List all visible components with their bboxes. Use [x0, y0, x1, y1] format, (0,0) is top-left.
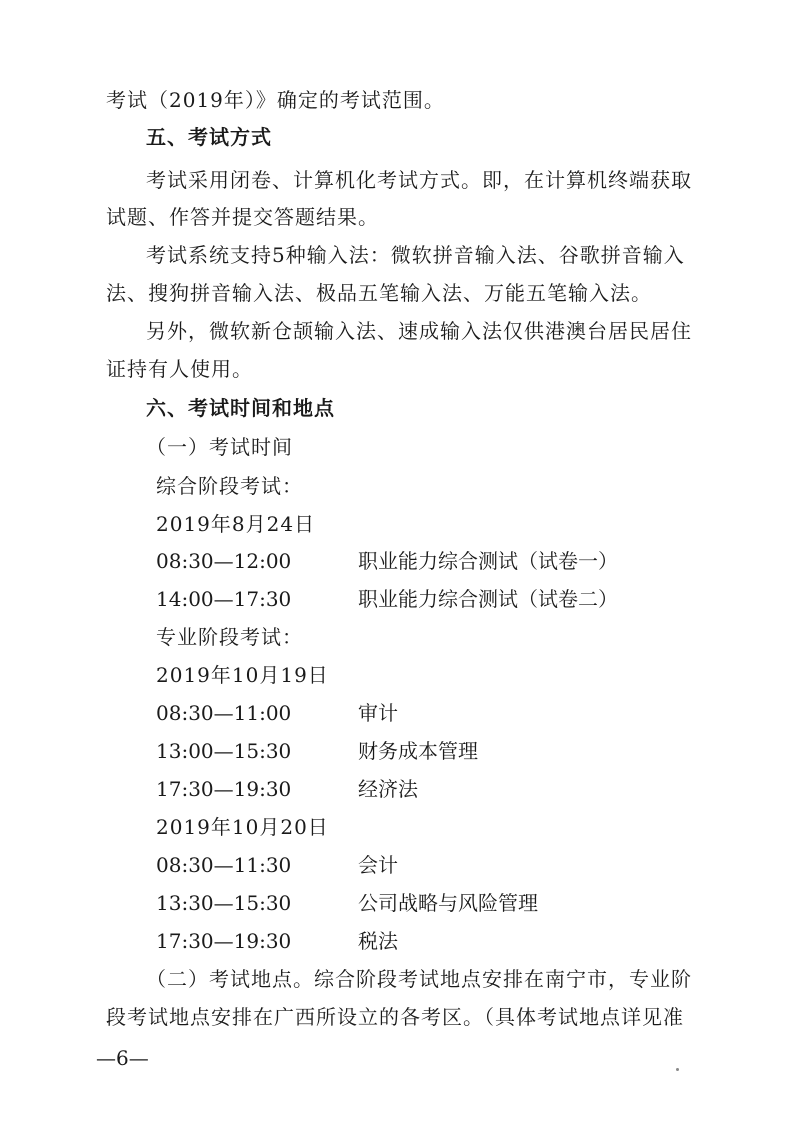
schedule-subject: 审计	[358, 701, 398, 725]
section6-sub1: （一）考试时间	[146, 435, 293, 459]
section5-p1-line1: 考试采用闭卷、计算机化考试方式。即，在计算机终端获取	[146, 168, 692, 192]
schedule-subject: 税法	[358, 929, 398, 953]
section5-heading: 五、考试方式	[146, 125, 272, 149]
stage1-title: 综合阶段考试：	[156, 474, 303, 498]
section5-p3-line2: 证持有人使用。	[106, 357, 253, 381]
schedule-subject: 经济法	[358, 777, 418, 801]
page-number: —6—	[96, 1046, 149, 1070]
intro-line: 考试（2019年）》确定的考试范围。	[106, 88, 445, 112]
schedule-time: 13:00—15:30	[156, 739, 292, 763]
schedule-time: 17:30—19:30	[156, 929, 292, 953]
schedule-subject: 公司战略与风险管理	[358, 891, 538, 915]
section5-p1-line2: 试题、作答并提交答题结果。	[106, 205, 379, 229]
section5-p2-line1: 考试系统支持5种输入法：微软拼音输入法、谷歌拼音输入	[146, 243, 685, 267]
stage2-date1: 2019年10月19日	[156, 663, 329, 687]
stage2-date2: 2019年10月20日	[156, 815, 329, 839]
schedule-time: 14:00—17:30	[156, 587, 292, 611]
section6-sub2-line1: （二）考试地点。综合阶段考试地点安排在南宁市，专业阶	[146, 967, 692, 991]
section5-p3-line1: 另外，微软新仓颉输入法、速成输入法仅供港澳台居民居住	[146, 319, 692, 343]
schedule-subject: 财务成本管理	[358, 739, 478, 763]
schedule-subject: 职业能力综合测试（试卷一）	[358, 549, 618, 573]
section6-heading: 六、考试时间和地点	[146, 396, 335, 420]
schedule-time: 17:30—19:30	[156, 777, 292, 801]
schedule-time: 08:30—11:30	[156, 853, 292, 877]
scan-speck	[676, 1068, 679, 1071]
schedule-subject: 会计	[358, 853, 398, 877]
section6-sub2-line2: 段考试地点安排在广西所设立的各考区。（具体考试地点详见准	[106, 1005, 684, 1029]
schedule-time: 13:30—15:30	[156, 891, 292, 915]
stage2-title: 专业阶段考试：	[156, 625, 303, 649]
schedule-subject: 职业能力综合测试（试卷二）	[358, 587, 618, 611]
section5-p2-line2: 法、搜狗拼音输入法、极品五笔输入法、万能五笔输入法。	[106, 281, 652, 305]
schedule-time: 08:30—12:00	[156, 549, 292, 573]
stage1-date: 2019年8月24日	[156, 512, 316, 536]
schedule-time: 08:30—11:00	[156, 701, 292, 725]
